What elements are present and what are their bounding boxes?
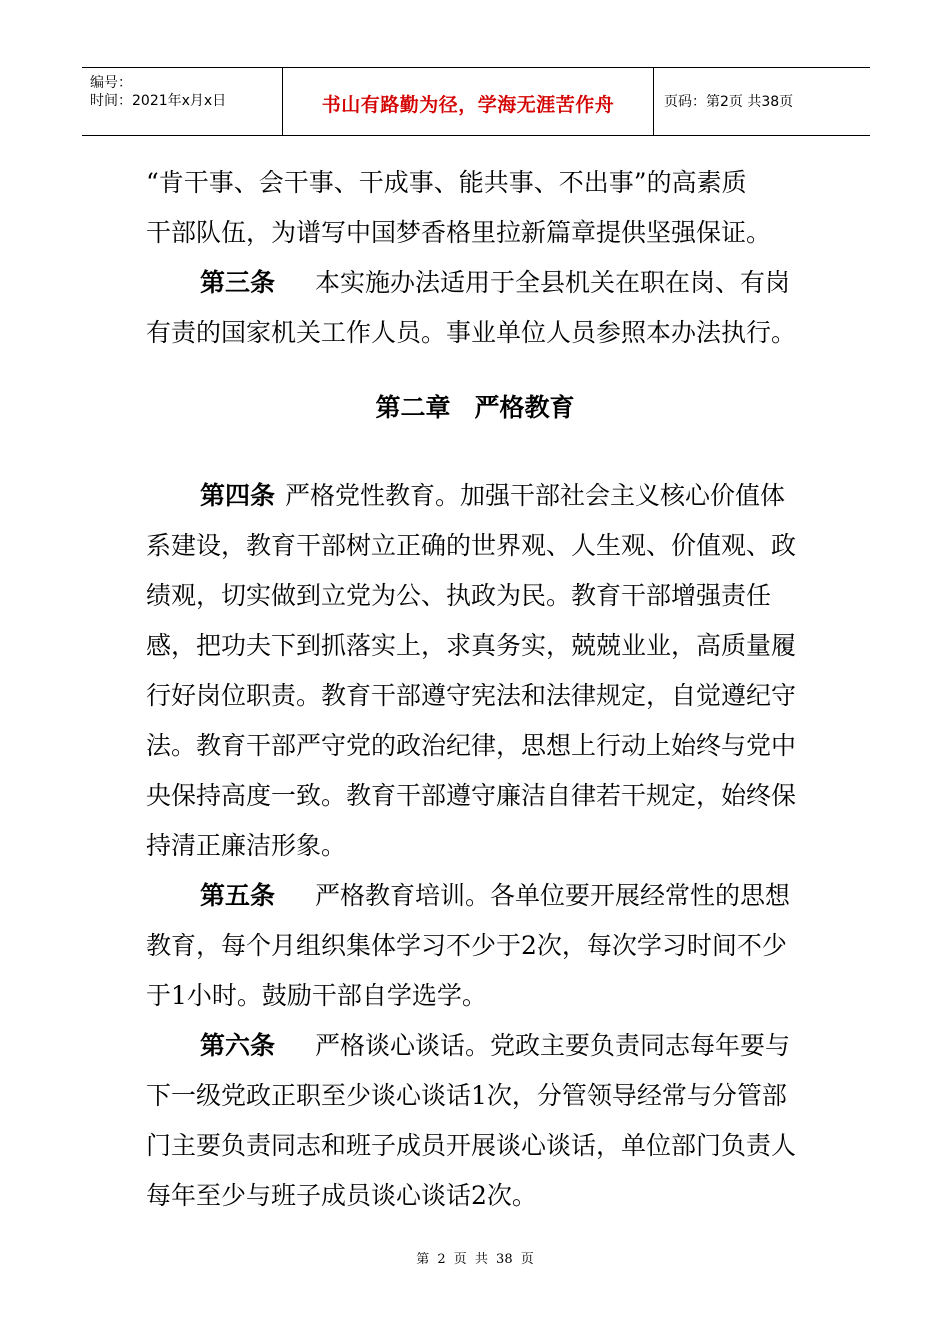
header-page-cell [654,68,870,135]
article-4-text: 严格党性教育。加强干部社会主义核心价值体系建设，教育干部树立正确的世界观、人生观、价值观、政绩观，切实做到立党为公、执政为民。教育干部增强责任感，把功夫下到抓落实上，求真务实，兢兢业业，高质量履行好岗位职责。教育干部遵守宪法和法律规定，自觉遵纪守法。教育干部严守党的政治纪律，思想上行动上始终与党中央保持高度一致。教育干部遵守廉洁自律若干规定，始终保持清正廉洁形象。 [146,481,797,860]
article-5-text: 严格教育培训。各单位要开展经常性的思想教育，每个月组织集体学习不少于2次，每次学习时间不少于1小时。鼓励干部自学选学。 [146,881,791,1010]
paragraph-line: 干部队伍，为谱写中国梦香格里拉新篇章提供坚强保证。 [146,218,772,247]
body-block-main [146,471,806,1221]
article-4-label: 第四条 [200,481,276,510]
chapter-number: 第二章 [375,393,451,422]
page-footer: 第 2 页 共 38 页 [416,1252,534,1267]
chapter-heading [0,383,950,433]
page-header [82,67,870,136]
chapter-title: 严格教育 [474,393,575,422]
header-motto-cell [282,68,654,135]
article-5 [146,871,806,1021]
header-page-info: 页码：第2页 共38页 [664,94,794,110]
article-3 [146,258,806,358]
article-6-label: 第六条 [200,1031,276,1060]
motto-text: 书山有路勤为径，学海无涯苦作舟 [321,94,615,116]
article-6 [146,1021,806,1221]
time-label: 时间：2021年x月x日 [90,93,227,109]
article-3-label: 第三条 [200,268,276,297]
article-5-label: 第五条 [200,881,276,910]
body-block-top [146,158,806,358]
article-4 [146,471,806,871]
article-3-text: 本实施办法适用于全县机关在职在岗、有岗有责的国家机关工作人员。事业单位人员参照本办法执行。 [146,268,797,347]
header-meta-cell [82,68,282,135]
paragraph-line: “肯干事、会干事、干成事、能共事、不出事”的高素质 [146,168,747,197]
article-6-text: 严格谈心谈话。党政主要负责同志每年要与下一级党政正职至少谈心谈话1次，分管领导经常与分管部门主要负责同志和班子成员开展谈心谈话，单位部门负责人每年至少与班子成员谈心谈话2次。 [146,1031,797,1210]
number-label: 编号： [90,75,132,91]
